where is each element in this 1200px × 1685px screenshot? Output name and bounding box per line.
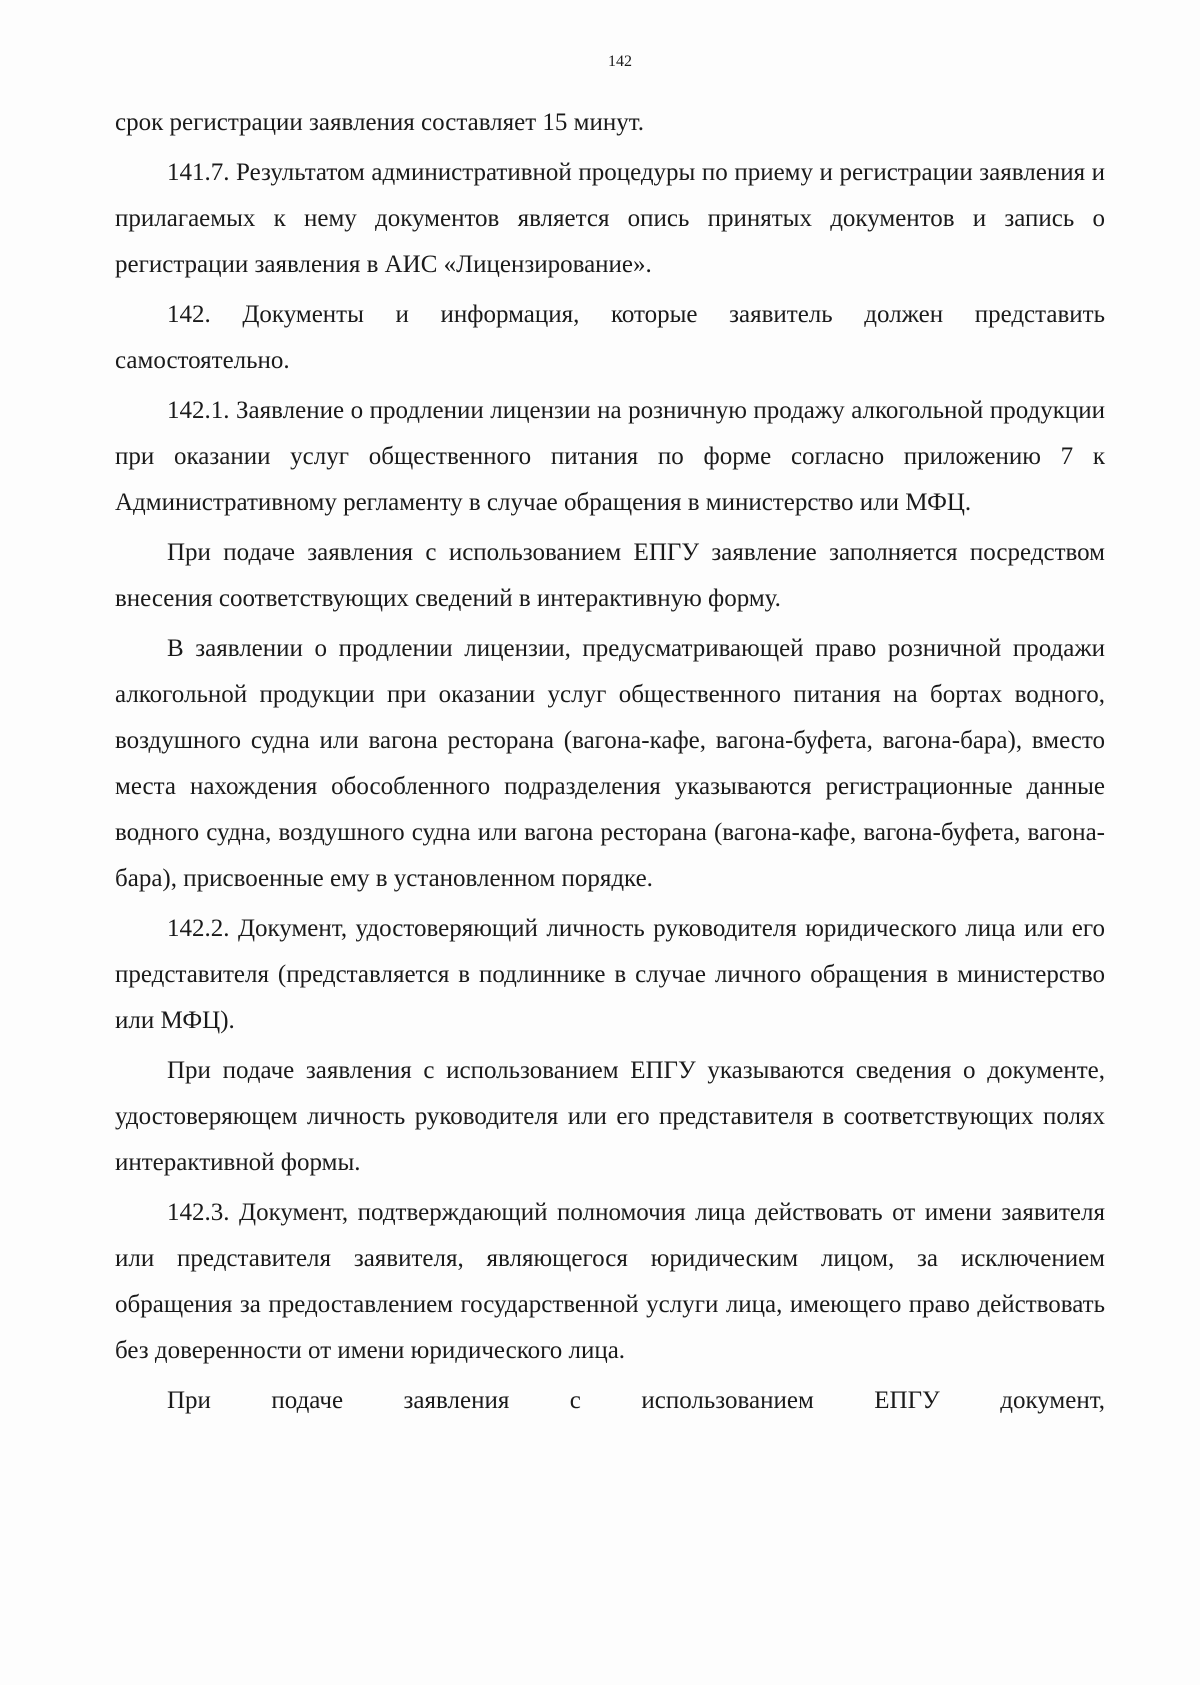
paragraph: В заявлении о продлении лицензии, предусматривающей право розничной продажи алкогольной продукции при оказании услуг общественного питания на бортах водного, воздушного судна или вагона ресторана (вагона-кафе, вагона-буфета, вагона-бара), вместо места нахождения обособленного подразделения указываются регистрационные данные водного судна, воздушного судна или вагона ресторана (вагона-кафе, вагона-буфета, вагона-бара), присвоенные ему в установленном порядке. [115,635,1105,892]
paragraph: При подаче заявления с использованием ЕПГУ документ, [167,1387,1105,1414]
paragraph: При подаче заявления с использованием ЕПГУ заявление заполняется посредством внесения соответствующих сведений в интерактивную форму. [115,539,1105,612]
document-body [115,100,1105,1428]
paragraph: 142. Документы и информация, которые заявитель должен представить самостоятельно. [115,301,1105,374]
paragraph: 142.2. Документ, удостоверяющий личность руководителя юридического лица или его представителя (представляется в подлиннике в случае личного обращения в министерство или МФЦ). [115,915,1105,1034]
paragraph: 142.1. Заявление о продлении лицензии на розничную продажу алкогольной продукции при оказании услуг общественного питания по форме согласно приложению 7 к Административному регламенту в случае обращения в министерство или МФЦ. [115,397,1105,516]
paragraph: 142.3. Документ, подтверждающий полномочия лица действовать от имени заявителя или представителя заявителя, являющегося юридическим лицом, за исключением обращения за предоставлением государственной услуги лица, имеющего право действовать без доверенности от имени юридического лица. [115,1199,1105,1364]
paragraph: срок регистрации заявления составляет 15 минут. [115,109,645,136]
page-number: 142 [608,53,632,70]
paragraph: При подаче заявления с использованием ЕПГУ указываются сведения о документе, удостоверяющем личность руководителя или его представителя в соответствующих полях интерактивной формы. [115,1057,1105,1176]
paragraph: 141.7. Результатом административной процедуры по приему и регистрации заявления и прилагаемых к нему документов является опись принятых документов и запись о регистрации заявления в АИС «Лицензирование». [115,159,1105,278]
